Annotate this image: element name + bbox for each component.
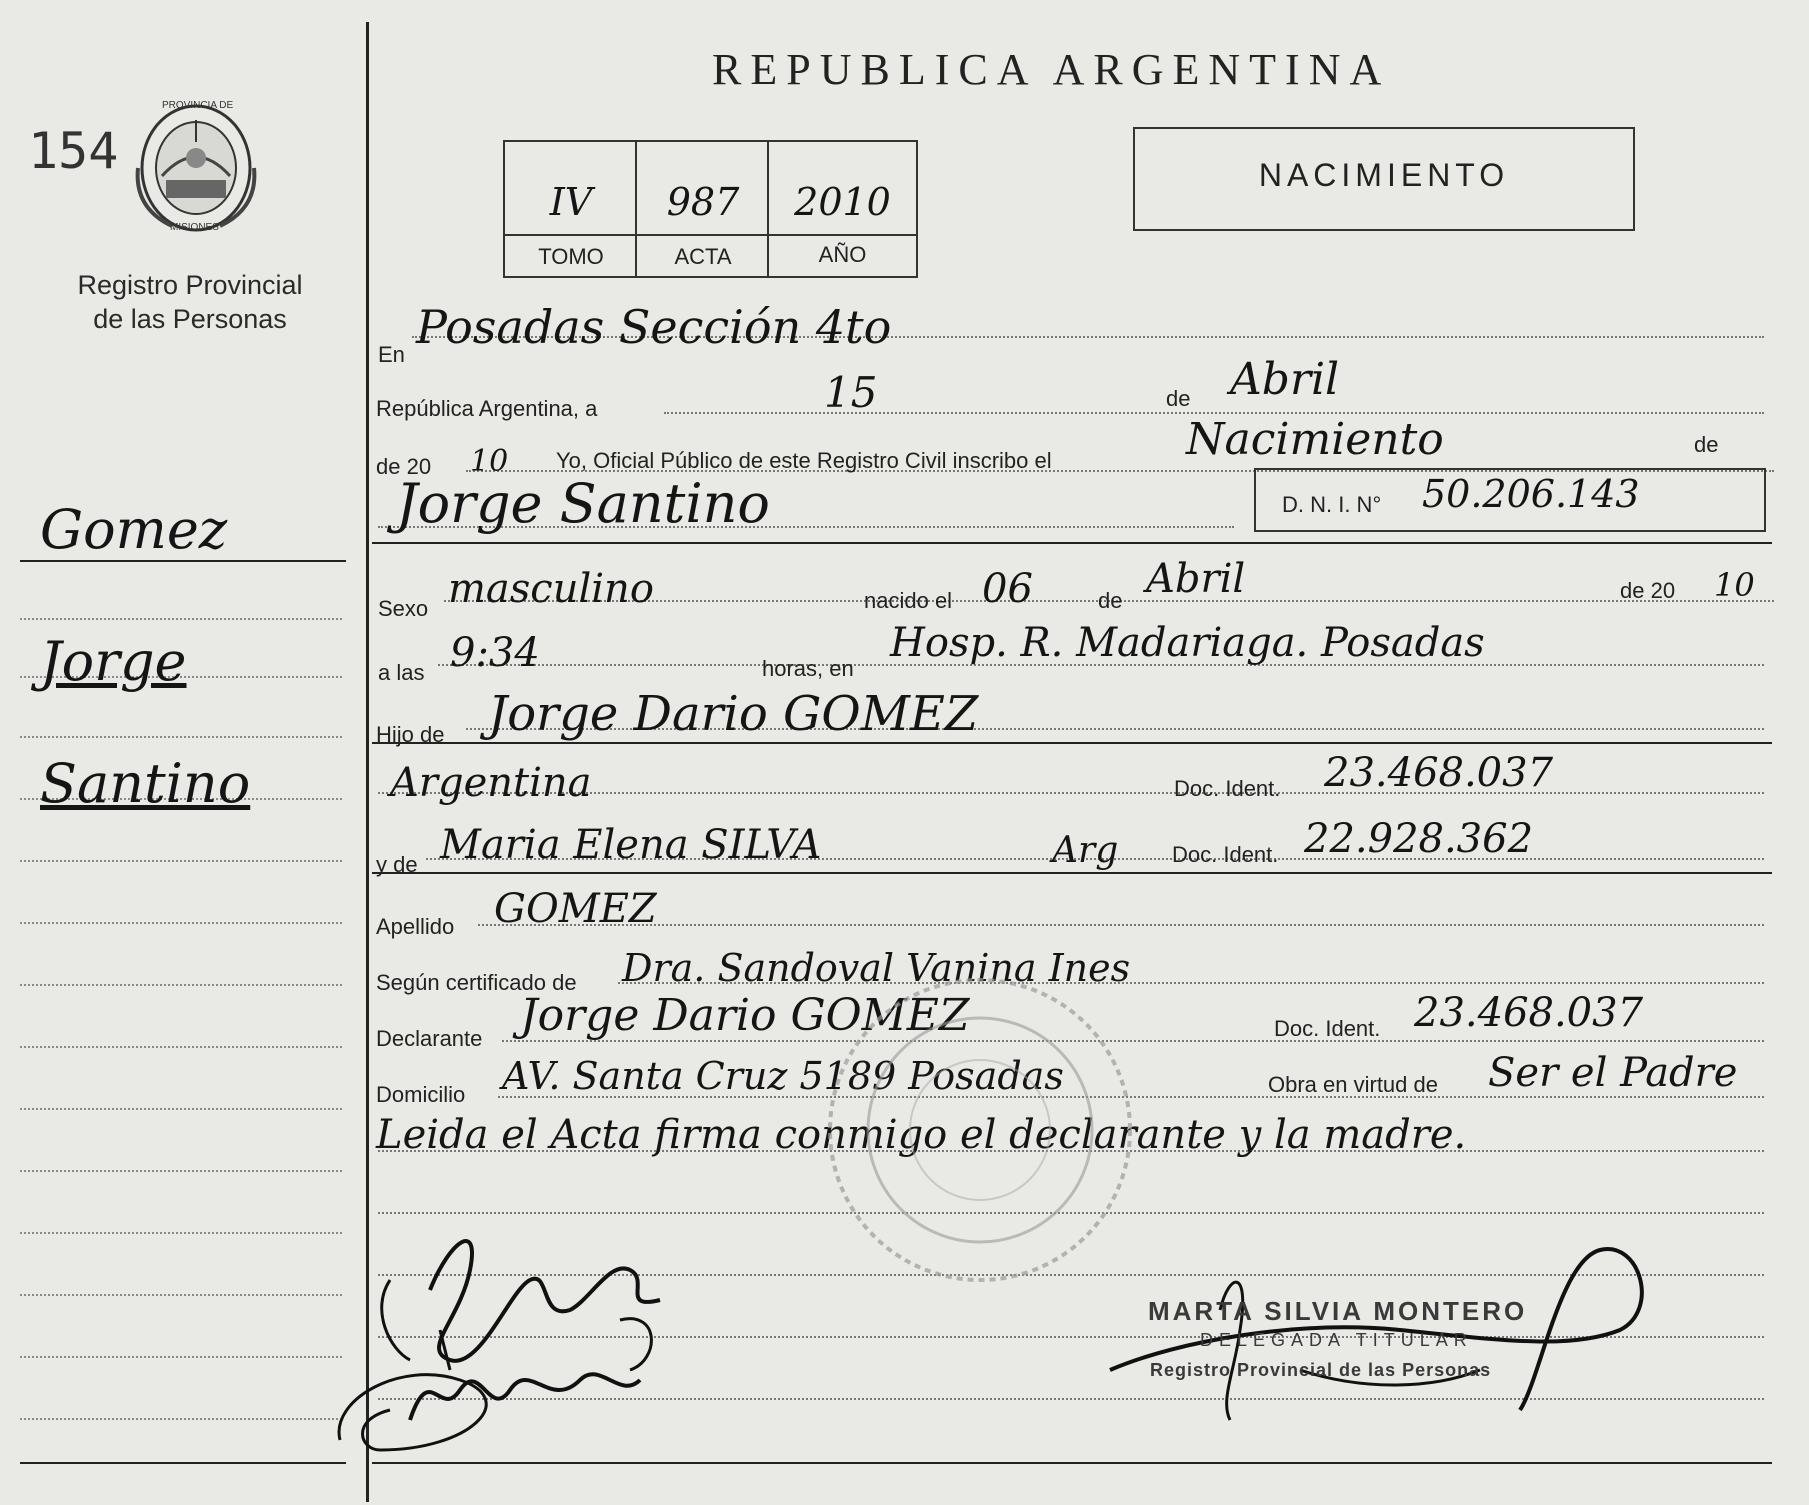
birth-year: 10 [1714, 566, 1755, 604]
father-name: Jorge Dario GOMEZ [488, 686, 979, 742]
sidebar-dotted-line [20, 736, 342, 738]
record-table-divider [505, 234, 916, 236]
sidebar-dotted-line [20, 618, 342, 620]
sidebar-dotted-line [20, 1108, 342, 1110]
obra-label: Obra en virtud de [1268, 1072, 1438, 1097]
form-rule [372, 872, 1772, 874]
mother-doc-label: Doc. Ident. [1172, 842, 1279, 867]
segun-value: Dra. Sandoval Vanina Ines [622, 946, 1131, 990]
father-doc-label: Doc. Ident. [1174, 776, 1281, 801]
place-value: Hosp. R. Madariaga. Posadas [890, 620, 1485, 666]
official-circular-stamp [820, 970, 1140, 1290]
yde-label: y de [376, 852, 418, 877]
horas-label: horas, en [762, 656, 854, 681]
de20-label: de 20 [376, 454, 432, 479]
record-table [503, 140, 918, 278]
sidebar-second-name: Santino [40, 752, 251, 815]
domicilio-value: AV. Santa Cruz 5189 Posadas [502, 1054, 1064, 1098]
mother-name: Maria Elena SILVA [440, 822, 822, 868]
seal-ring-top: PROVINCIA DE [162, 100, 234, 111]
segun-label: Según certificado de [376, 970, 577, 995]
dni-value: 50.206.143 [1422, 472, 1640, 516]
sidebar-dotted-line [20, 860, 342, 862]
sidebar-dotted-line [20, 1356, 342, 1358]
stamp-official-role: DELEGADA TITULAR [1200, 1330, 1473, 1350]
apellido-label: Apellido [376, 914, 455, 939]
form-rule [372, 542, 1772, 544]
birth-de-label: de [1098, 588, 1123, 613]
oficial-text: Yo, Oficial Público de este Registro Civil inscribo el [556, 448, 1052, 473]
hijo-label: Hijo de [376, 722, 445, 747]
sexo-label: Sexo [378, 596, 429, 621]
year-value: 10 [470, 444, 509, 479]
dni-label: D. N. I. N° [1282, 492, 1382, 517]
registry-line-2: de las Personas [93, 304, 287, 334]
sidebar-dotted-line [20, 1046, 342, 1048]
seal-ring-bottom: MISIONES [170, 222, 219, 233]
sidebar-dotted-line [20, 1232, 342, 1234]
folio-number: 154 [28, 122, 119, 180]
father-doc: 23.468.037 [1324, 750, 1554, 796]
stamp-official-office: Registro Provincial de las Personas [1150, 1360, 1492, 1380]
ano-value: 2010 [794, 180, 891, 224]
acta-label: ACTA [674, 244, 732, 269]
declarante-doc-label: Doc. Ident. [1274, 1016, 1381, 1041]
sidebar-dotted-line [20, 1170, 342, 1172]
inscribo-de-label: de [1694, 432, 1719, 457]
birth-de20-label: de 20 [1620, 578, 1676, 603]
document-type-box [1133, 127, 1635, 231]
sidebar-dotted-line [20, 1294, 342, 1296]
father-nationality: Argentina [390, 760, 592, 806]
en-label: En [378, 342, 405, 367]
apellido-value: GOMEZ [494, 886, 657, 932]
en-value: Posadas Sección 4to [416, 300, 892, 354]
month-de-label: de [1166, 386, 1191, 411]
declarante-label: Declarante [376, 1026, 483, 1051]
sidebar-dotted-line [20, 984, 342, 986]
mother-doc: 22.928.362 [1304, 816, 1534, 862]
signature-madre [320, 1300, 720, 1500]
day-value: 15 [824, 368, 878, 417]
sidebar-dotted-line [20, 922, 342, 924]
mother-nationality: Arg [1052, 830, 1119, 871]
sexo-value: masculino [448, 566, 654, 612]
declarante-doc: 23.468.037 [1414, 990, 1644, 1036]
provincial-seal [132, 98, 260, 238]
alas-label: a las [378, 660, 425, 685]
registry-label [40, 268, 340, 336]
dni-box [1254, 468, 1766, 532]
month-value: Abril [1230, 354, 1340, 405]
acta-value: 987 [666, 180, 740, 224]
child-name: Jorge Santino [396, 472, 770, 535]
nacido-label: nacido el [864, 588, 953, 613]
tomo-value: IV [549, 180, 593, 224]
birth-day: 06 [982, 566, 1033, 612]
time-value: 9:34 [450, 630, 540, 676]
republica-label: República Argentina, a [376, 396, 598, 421]
declarante-value: Jorge Dario GOMEZ [520, 990, 970, 1041]
sidebar-rule-bottom [20, 1462, 346, 1464]
form-line [478, 924, 1764, 926]
sidebar-first-name: Jorge [40, 630, 187, 693]
stamp-official-name: MARTA SILVIA MONTERO [1148, 1296, 1528, 1326]
form-rule [372, 742, 1772, 744]
inscribo-value: Nacimiento [1186, 414, 1444, 465]
domicilio-label: Domicilio [376, 1082, 466, 1107]
ano-label: AÑO [818, 242, 867, 267]
closing-text: Leida el Acta firma conmigo el declarante y la madre. [376, 1112, 1467, 1158]
obra-value: Ser el Padre [1488, 1050, 1738, 1096]
sidebar-surname: Gomez [40, 498, 228, 561]
tomo-label: TOMO [538, 244, 604, 269]
page-title: REPUBLICA ARGENTINA [712, 45, 1391, 94]
sidebar-dotted-line [20, 1418, 342, 1420]
birth-month: Abril [1146, 556, 1246, 602]
document-type-label: NACIMIENTO [1258, 157, 1510, 193]
registry-line-1: Registro Provincial [77, 270, 303, 300]
